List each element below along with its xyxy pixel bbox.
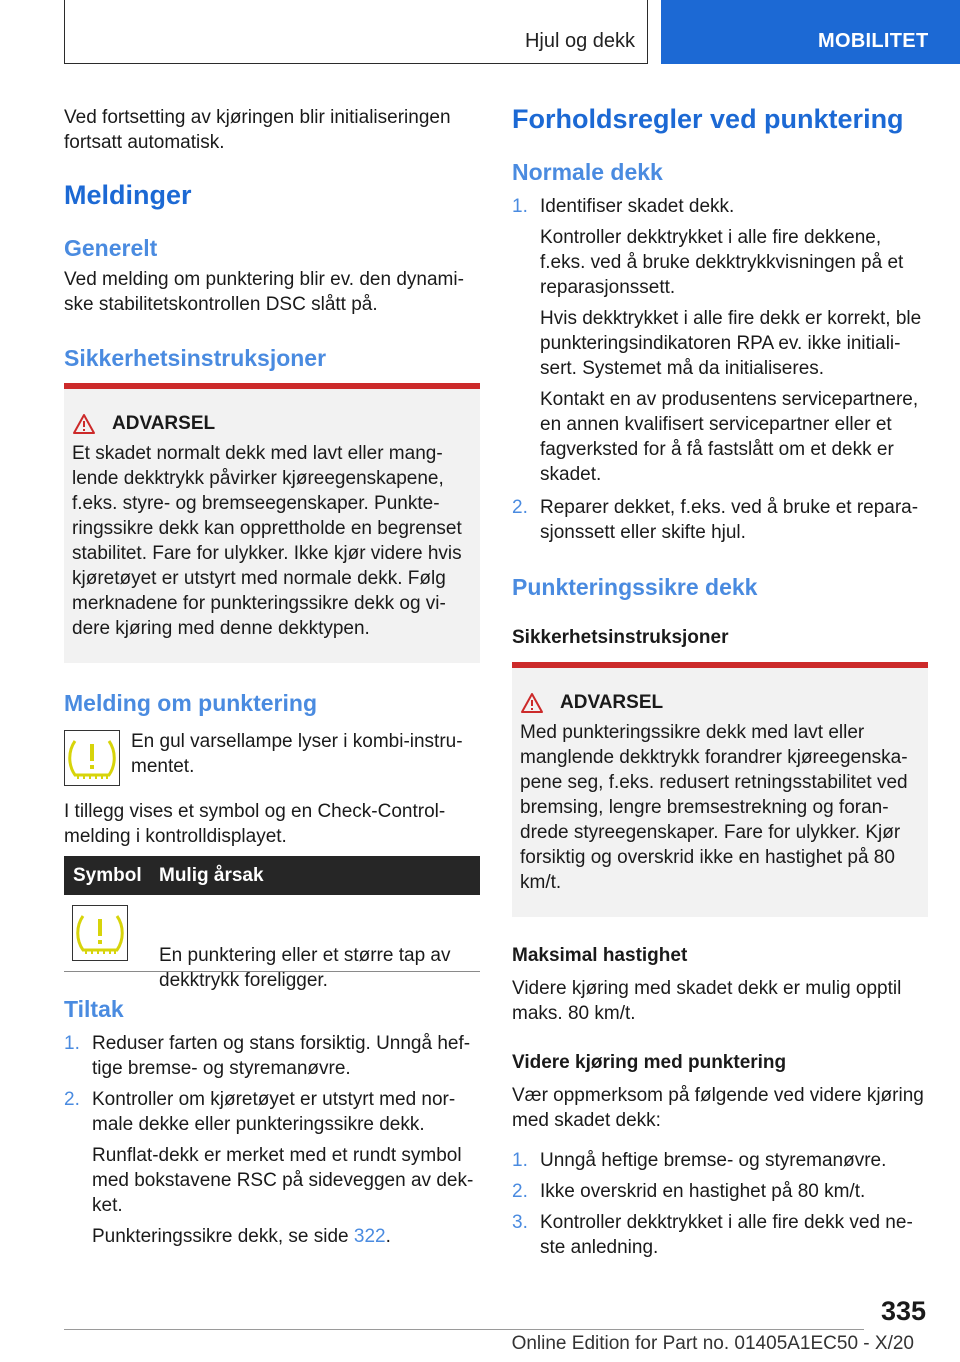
step-subtext: Kontakt en av produsentens servicepartnere, en annen kvalifisert servicepartner eller et fagverksted for å få fastslått om et dekk er skadet. [540, 389, 919, 485]
step-number: 1. [64, 1033, 80, 1054]
header-chapter-box [64, 0, 648, 64]
warning-title-text: ADVARSEL [112, 413, 216, 434]
step-number: 2. [64, 1089, 80, 1110]
table-header [64, 856, 480, 895]
videre-paragraph: Vær oppmerksom på følgende ved videre kjøring med skadet dekk: [512, 1085, 924, 1131]
step-text: Identifiser skadet dekk. [540, 196, 735, 217]
normale-dekk-list [512, 194, 928, 545]
heading-sikkerhetsinstruksjoner-right: Sikkerhetsinstruksjoner [512, 627, 729, 648]
heading-punkteringssikre-dekk: Punkteringssikre dekk [512, 574, 758, 600]
tire-pressure-warning-icon [72, 905, 128, 961]
warning-title-text: ADVARSEL [560, 692, 664, 713]
tiltak-list [64, 1031, 480, 1249]
table-row [64, 895, 480, 991]
header-section-tab[interactable] [661, 0, 960, 64]
table-cell-cause: En punktering eller et større tap av dekktrykk foreligger. [159, 945, 451, 991]
heading-videre-kjoring: Videre kjøring med punktering [512, 1052, 787, 1073]
step-number: 2. [512, 497, 528, 518]
list-item [512, 1179, 928, 1204]
warning-text: Et skadet normalt dekk med lavt eller manglende dekktrykk påvirker kjøreegenskapene, f.eks. styre- og bremseegenskaper. Punkteringssikre dekk kan opprettholde en begrenset stabilitet. Fare for ulykker. Ikke kjør videre hvis kjøretøyet er utstyrt med normale dekk. Følg merknadene for punkteringssikre dekk og videre kjøring med denne dekktypen. [72, 443, 462, 639]
warning-triangle-icon [72, 413, 96, 435]
symbol-table [64, 856, 480, 991]
generelt-paragraph: Ved melding om punktering blir ev. den dynamiske stabilitetskontrollen DSC slått på. [64, 269, 464, 315]
step-subtext-reference: Punkteringssikre dekk, se side 322. [92, 1226, 391, 1247]
warning-triangle-icon [520, 692, 544, 714]
heading-sikkerhetsinstruksjoner: Sikkerhetsinstruksjoner [64, 345, 327, 371]
step-number: 2. [512, 1181, 528, 1202]
maks-paragraph: Videre kjøring med skadet dekk er mulig opptil maks. 80 km/t. [512, 978, 902, 1024]
heading-normale-dekk: Normale dekk [512, 159, 663, 185]
step-text: Kontroller dekktrykket i alle fire dekk ved neste anledning. [540, 1212, 913, 1258]
step-text: Ikke overskrid en hastighet på 80 km/t. [540, 1181, 866, 1202]
heading-generelt: Generelt [64, 235, 158, 261]
heading-maksimal-hastighet: Maksimal hastighet [512, 945, 688, 966]
step-text: Unngå heftige bremse- og styremanøvre. [540, 1150, 887, 1171]
chapter-title: Hjul og dekk [524, 30, 635, 52]
list-item [512, 1210, 928, 1260]
section-title: MOBILITET [818, 30, 929, 52]
list-item [512, 194, 928, 487]
page-number: 335 [880, 1296, 926, 1326]
list-item [64, 1087, 480, 1249]
heading-forholdsregler: Forholdsregler ved punktering [512, 104, 904, 134]
step-subtext: Runflat-dekk er merket med et rundt symbol med bokstavene RSC på sideveggen av dekket. [92, 1145, 474, 1216]
footer-edition: Online Edition for Part no. 01405A1EC50 - X/20 [511, 1333, 914, 1354]
list-item [512, 1148, 928, 1173]
page-reference-link[interactable]: 322 [353, 1226, 386, 1247]
heading-meldinger: Meldinger [64, 180, 192, 210]
table-header-symbol: Symbol [73, 865, 142, 886]
warning-title [72, 413, 472, 435]
warning-box-runflat [512, 662, 928, 917]
warning-title [520, 692, 920, 714]
warning-box [64, 383, 480, 663]
warning-text: Med punkteringssikre dekk med lavt eller manglende dekktrykk forandrer kjøreegenskapene seg, f.eks. redusert retningsstabilitet ved bremsing, lengre bremsestrekning og forandrede styreegenskaper. Fare for ulykker. Kjør forsiktig og overskrid ikke en hastighet på 80 km/t. [520, 722, 908, 893]
step-text: Reduser farten og stans forsiktig. Unngå heftige bremse- og styremanøvre. [92, 1033, 471, 1079]
step-number: 1. [512, 196, 528, 217]
footer-divider [64, 1329, 864, 1330]
list-item [512, 495, 928, 545]
step-text: Reparer dekket, f.eks. ved å bruke et reparasjonssett eller skifte hjul. [540, 497, 919, 543]
step-text: Kontroller om kjøretøyet er utstyrt med normale dekke eller punkteringssikre dekk. [92, 1089, 456, 1135]
heading-tiltak: Tiltak [64, 996, 124, 1022]
step-number: 3. [512, 1212, 528, 1233]
step-number: 1. [512, 1150, 528, 1171]
step-subtext: Hvis dekktrykket i alle fire dekk er korrekt, ble punkteringsindikatoren RPA ev. ikke initialisert. Systemet må da initialiseres. [540, 308, 922, 379]
heading-melding-om-punktering: Melding om punktering [64, 690, 317, 716]
warning-lamp-icon [64, 730, 120, 786]
step-subtext: Kontroller dekktrykket i alle fire dekkene, f.eks. ved å bruke dekktrykkvisningen på et reparasjonssett. [540, 227, 904, 298]
melding-paragraph: I tillegg vises et symbol og en Check-Control-melding i kontrolldisplayet. [64, 801, 446, 847]
list-item [64, 1031, 480, 1081]
videre-list [512, 1148, 928, 1260]
lamp-description: En gul varsellampe lyser i kombi-instrumentet. [131, 731, 463, 777]
table-header-cause: Mulig årsak [159, 865, 264, 886]
intro-paragraph: Ved fortsetting av kjøringen blir initialiseringen fortsatt automatisk. [64, 107, 451, 153]
